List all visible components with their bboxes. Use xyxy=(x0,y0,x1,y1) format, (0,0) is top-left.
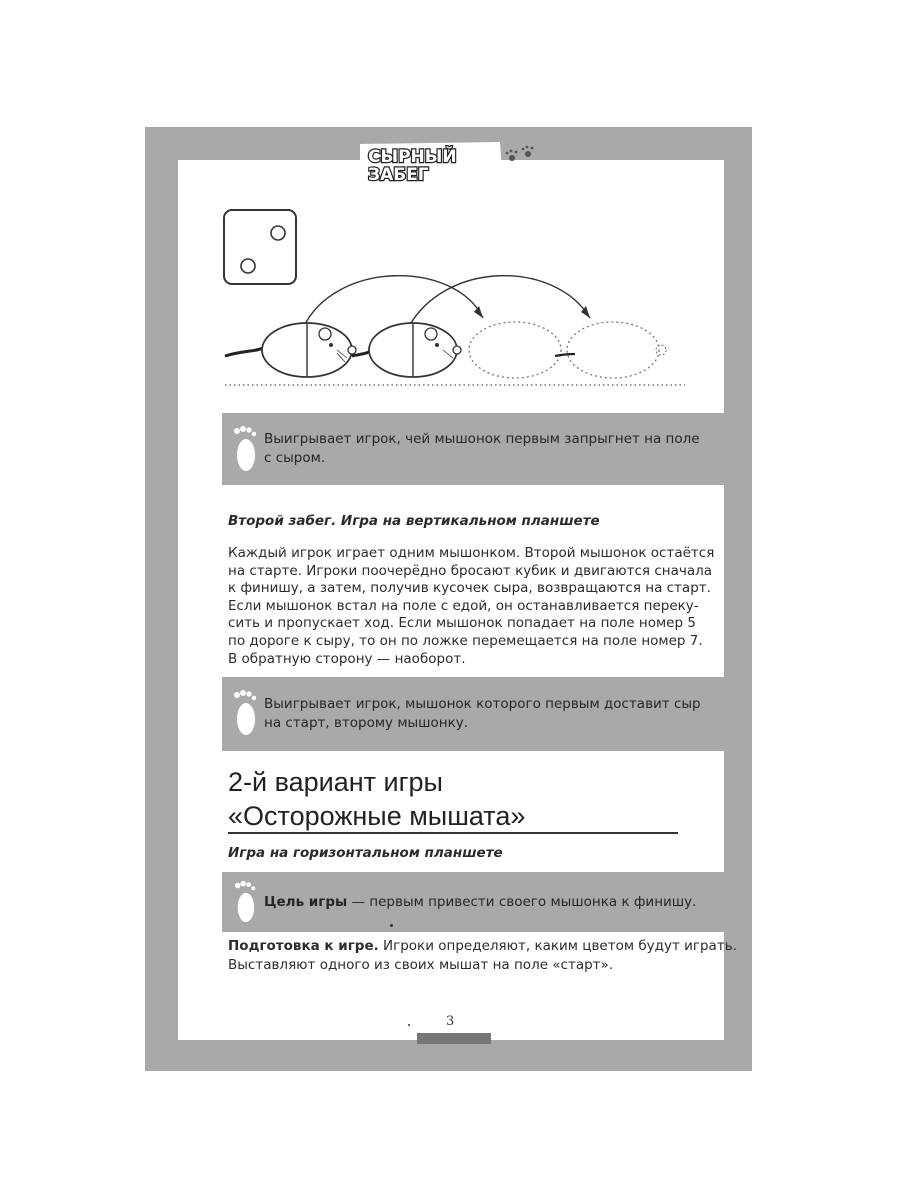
dice-and-mice-illustration xyxy=(215,200,685,400)
footprint-icon xyxy=(232,689,258,737)
paw-prints-icon xyxy=(506,146,534,161)
callout-1-text: Выигрывает игрок, чей мышонок первым запрыгнет на поле с сыром. xyxy=(264,431,700,466)
section-2-heading: Второй забег. Игра на вертикальном планшете xyxy=(228,513,600,529)
footprint-icon xyxy=(232,425,258,473)
section-2-paragraph: Каждый игрок играет одним мышонком. Второй мышонок остаётся на старте. Игроки поочерёдно бросают кубик и двигаются сначала к финишу, а затем, получив кусочек сыра, возвращаются на старт. Если мышонок встал на поле с едой, он останавливается переку- сить и пропускает ход. Если мышонок попадает на поле номер 5 по дороге к сыру, то он по ложке перемещается на поле номер 7. В обратную сторону — наоборот. xyxy=(228,545,715,667)
goal-callout xyxy=(222,872,724,932)
page-number: 3 xyxy=(446,1014,455,1029)
title-rule xyxy=(228,832,678,834)
callout-2-text: Выигрывает игрок, мышонок которого первым доставит сыр на старт, второму мышонку. xyxy=(264,696,701,731)
goal-text: Цель игры — первым привести своего мышонка к финишу. xyxy=(264,893,697,910)
variant-subtitle: Игра на горизонтальном планшете xyxy=(228,845,503,861)
page-number-bar xyxy=(417,1033,491,1044)
preparation-paragraph: Подготовка к игре. Игроки определяют, каким цветом будут играть. Выставляют одного из своих мышат на поле «старт». xyxy=(228,938,737,973)
goal-label: Цель игры xyxy=(264,893,348,910)
frame-strip xyxy=(724,413,752,485)
winner-callout-1 xyxy=(222,413,724,485)
footprint-icon xyxy=(232,880,258,924)
speck xyxy=(408,1024,410,1026)
logo-line2: ЗАБЕГ xyxy=(368,165,429,185)
variant-title: 2-й вариант игры «Осторожные мышата» xyxy=(228,767,526,831)
ghost-mouse-1 xyxy=(469,322,561,378)
die-icon xyxy=(224,210,296,284)
game-logo xyxy=(360,142,542,186)
logo-line1: СЫРНЫЙ xyxy=(368,147,457,167)
speck xyxy=(390,924,393,927)
winner-callout-2 xyxy=(222,677,724,751)
ghost-mouse-2 xyxy=(567,322,659,378)
prep-label: Подготовка к игре. xyxy=(228,938,379,954)
